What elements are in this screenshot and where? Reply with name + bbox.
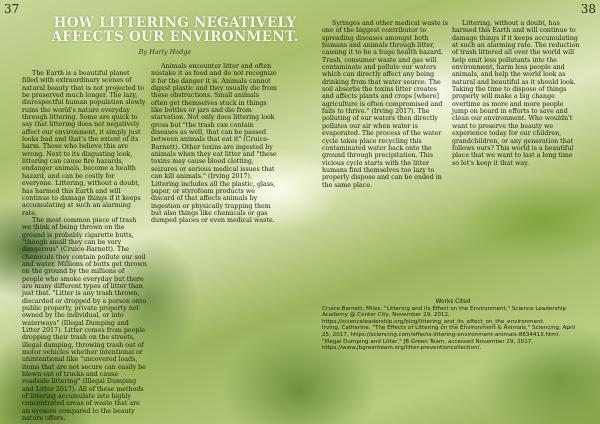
paragraph-medical-waste: Syringes and other medical waste is one of the biggest contributor to spreading diseases amongst both humans and animals through litter, causing it to be a huge health hazard. Trash, consumer waste and gas will contaminate and pollute our waters which can directly affect any being drinking from that water source. The soil absorbs the toxins litter creates and affects plants and crops [where] agriculture is often compromised and fails to thrive." (Irving 2017). The polluting of our waters then directly pollutes our air when water is evaporated. The process of the water cycle takes place recycling this contaminated water back onto the ground through precipitation. This vicious cycle starts with the litter humans find themselves too lazy to properly dispose and can be ended in the same place. — [322, 20, 448, 189]
paragraph-conclusion: Littering, without a doubt, has harmed this Earth and will continue to damage things if it keeps accumulating at such an alarming rate. The reduction of trash littered all over the world will help emit less pollutants into the environment, harm less people and animals, and help the world look as natural and beautiful as it should look. Taking the time to dispose of things properly will make a big change overtime as more and more people jump on board in efforts to save and clean our environment. Who wouldn't want to preserve the beauty we experience today for our children, grandchildren, or any generation that follows ours? This world is a beautiful place that we want to last a long time so let's keep it that way. — [452, 20, 580, 167]
article-title-line-2: AFFECTS OUR ENVIRONMENT. — [51, 29, 299, 45]
page-number-right: 38 — [580, 2, 596, 16]
text-column-4 — [452, 20, 580, 167]
article-title — [40, 16, 310, 44]
paragraph-animals: Animals encounter litter and often mistake it as food and do not recognize it for the danger it is. Animals cannot digest plastic and they usually die from these obstructions. Small animals often get themselves stuck in things like bottles or jars and die from starvation. Not only does littering look gross but "the trash can contain diseases as well, that can be passed between animals that eat it" (Cruice-Barnett). Other toxins are ingested by animals when they eat litter and "these toxins may cause blood clotting, seizures or serious medical issues that can kill animals." (Irving 2017). Littering includes all the plastic, glass, paper, or styrofoam products we discard of that affects animals by ingestion or physically trapping them but also things like chemicals or gas dumped places or even medical waste. — [151, 63, 277, 225]
citation-entry: "Illegal Dumping and Litter," JB Green Team, accessed November 29, 2017, https://www.jbgreenteam.org/litter-preventioncollection/. — [322, 338, 534, 352]
works-cited-heading: Works Cited — [435, 299, 471, 305]
works-cited — [322, 299, 584, 352]
page-number-left: 37 — [4, 2, 20, 16]
article-byline: By Harly Hodge — [138, 48, 192, 56]
paragraph-intro: The Earth is a beautiful planet filled with extraordinary scenes of natural beauty that is not projected to be preserved much longer. The lazy, disrespectful human population slowly ruins the world's nature everyday through littering. Some are quick to say that littering does not negatively affect our environment, it simply just looks bad and that's the extent of its harm. Those who believe this are wrong. Next to its disgusting look, littering can cause fire hazards, endanger animals, become a health hazard, and can be costly for everyone. Littering, without a doubt, has harmed this Earth and will continue to damage things if it keeps accumulating at such an alarming rate. — [22, 70, 146, 217]
article-title-line-1: HOW LITTERING NEGATIVELY — [53, 15, 297, 31]
citation-entry: Cruice-Barnett, Miles. "Littering and its Effect on the Environment," Science Leadership Academy @ Center City, November 29, 2012, https://scienceleadership.org/blog/littering_and_its_effect_on_the_environment. — [322, 305, 567, 325]
text-column-3 — [322, 20, 449, 189]
paragraph-cigarette-butts: The most common piece of trash we think of being thrown on the ground is probably cigarette butts, "though small they can be very dangerous" (Cruice-Barnett). The chemicals they contain pollute our soil and water. Millions of butts get thrown on the ground by the millions of people who smoke everyday but there are many different types of litter than just that. "Litter is any trash thrown, discarded or dropped by a person onto public property, private property not owned by the individual, or into waterways" (Illegal Dumping and Litter 2017). Litter comes from people dropping their trash on the streets, illegal dumping, throwing trash out of motor vehicles whether intentional or unintentional like "uncovered loads, items that are not secure can easily be blown out of trucks and cause roadside littering" (Illegal Dumping and Litter 2017). All of these methods of littering accumulate into highly concentrated areas of waste that are an eyesore compared to the beauty nature offers. — [22, 216, 147, 423]
text-column-2 — [151, 63, 277, 225]
citation-entry: Irving, Catherine. "The Effects of Littering on the Environment & Animals," Sciencing, April 25, 2017, https://sciencing.com/effects-littering-environment-animals-8634413.html. — [322, 325, 576, 338]
text-column-1 — [22, 70, 147, 423]
